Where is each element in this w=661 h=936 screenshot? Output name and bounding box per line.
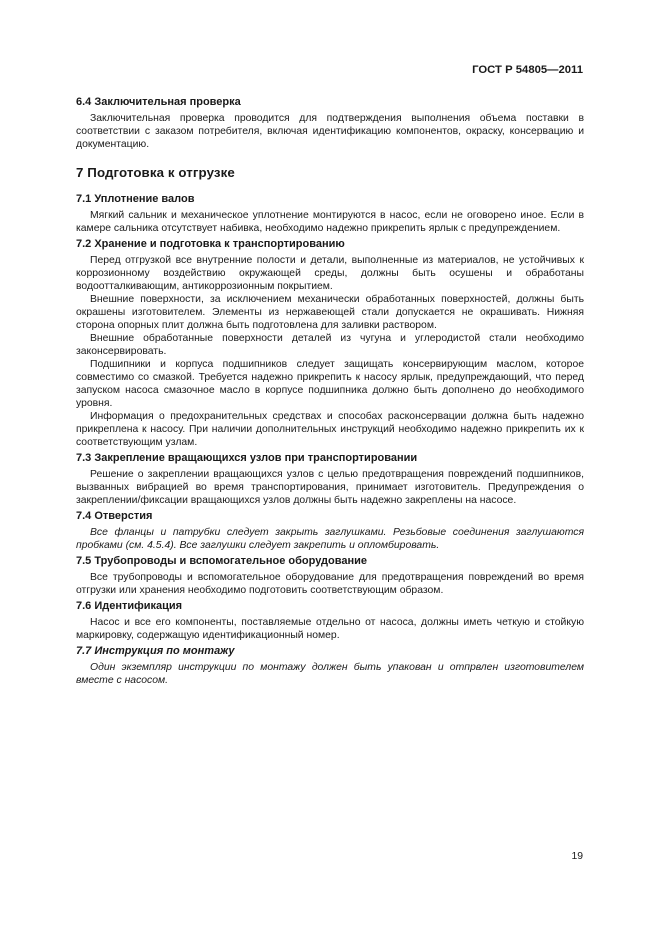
paragraph: Решение о закреплении вращающихся узлов с целью предотвращения повреждений подшипников, вызванных вибрацией во время транспортирования, принимает изготовитель. Предупреждения о закреплении/фиксации вращающихся узлов должны быть надежно закреплены на насосе. [76, 469, 584, 506]
paragraph: Все фланцы и патрубки следует закрыть заглушками. Резьбовые соединения заглушаются пробками (см. 4.5.4). Все заглушки следует закрепить и опломбировать. [76, 527, 584, 551]
section-7-heading: 7 Подготовка к отгрузке [76, 165, 235, 180]
section-6-4 [76, 96, 584, 151]
section-7-4 [76, 510, 584, 552]
document-body [76, 96, 584, 687]
paragraph: Все трубопроводы и вспомогательное оборудование для предотвращения повреждений во время отгрузки или хранения необходимо подготовить соответствующим образом. [76, 572, 584, 596]
section-7-2 [76, 238, 584, 449]
section-7-6-heading: 7.6 Идентификация [76, 600, 183, 612]
section-7-2-heading: 7.2 Хранение и подготовка к транспортированию [76, 238, 345, 250]
section-7-7-heading: 7.7 Инструкция по монтажу [76, 645, 235, 657]
section-7-3-heading: 7.3 Закрепление вращающихся узлов при транспортировании [76, 452, 418, 464]
paragraph: Внешние обработанные поверхности деталей из чугуна и углеродистой стали необходимо законсервировать. [76, 333, 584, 357]
paragraph: Один экземпляр инструкции по монтажу должен быть упакован и отпрвлен изготовителем вместе с насосом. [76, 662, 584, 686]
paragraph: Подшипники и корпуса подшипников следует защищать консервирующим маслом, которое совместимо со смазкой. Требуется надежно прикрепить к насосу ярлык, предупреждающий, что перед запуском насоса смазочное масло в корпусе подшипника должно быть дополнено до необходимого уровня. [76, 359, 584, 409]
section-7-7 [76, 645, 584, 687]
paragraph: Насос и все его компоненты, поставляемые отдельно от насоса, должны иметь четкую и стойкую маркировку, содержащую идентификационный номер. [76, 617, 584, 641]
section-7-1 [76, 193, 584, 235]
page-number: 19 [571, 851, 583, 862]
section-7-4-heading: 7.4 Отверстия [76, 510, 153, 522]
document-number: ГОСТ Р 54805—2011 [472, 64, 583, 76]
paragraph: Внешние поверхности, за исключением механически обработанных поверхностей, должны быть окрашены изготовителем. Элементы из нержавеющей стали допускается не окрашивать. Нижняя сторона опорных плит должна быть подготовлена для заливки раствором. [76, 294, 584, 331]
section-7-6 [76, 600, 584, 642]
section-7-5 [76, 555, 584, 597]
section-6-4-heading: 6.4 Заключительная проверка [76, 96, 241, 108]
paragraph: Информация о предохранительных средствах и способах расконсервации должна быть надежно прикреплена к насосу. При наличии дополнительных инструкций необходимо надежно прикрепить их к соответствующим узлам. [76, 411, 584, 448]
section-7-1-heading: 7.1 Уплотнение валов [76, 193, 195, 205]
paragraph: Перед отгрузкой все внутренние полости и детали, выполненные из материалов, не устойчивых к коррозионному воздействию окружающей среды, должны быть осушены и обработаны водоотталкивающим, антикоррозионным покрытием. [76, 255, 584, 292]
section-7-3 [76, 452, 584, 507]
paragraph: Мягкий сальник и механическое уплотнение монтируются в насос, если не оговорено иное. Если в камере сальника отсутствует набивка, необходимо надежно прикрепить ярлык с предупреждением. [76, 210, 584, 234]
paragraph: Заключительная проверка проводится для подтверждения выполнения объема поставки в соответствии с заказом потребителя, включая идентификацию компонентов, окраску, консервацию и документацию. [76, 113, 584, 150]
section-7-5-heading: 7.5 Трубопроводы и вспомогательное оборудование [76, 555, 368, 567]
